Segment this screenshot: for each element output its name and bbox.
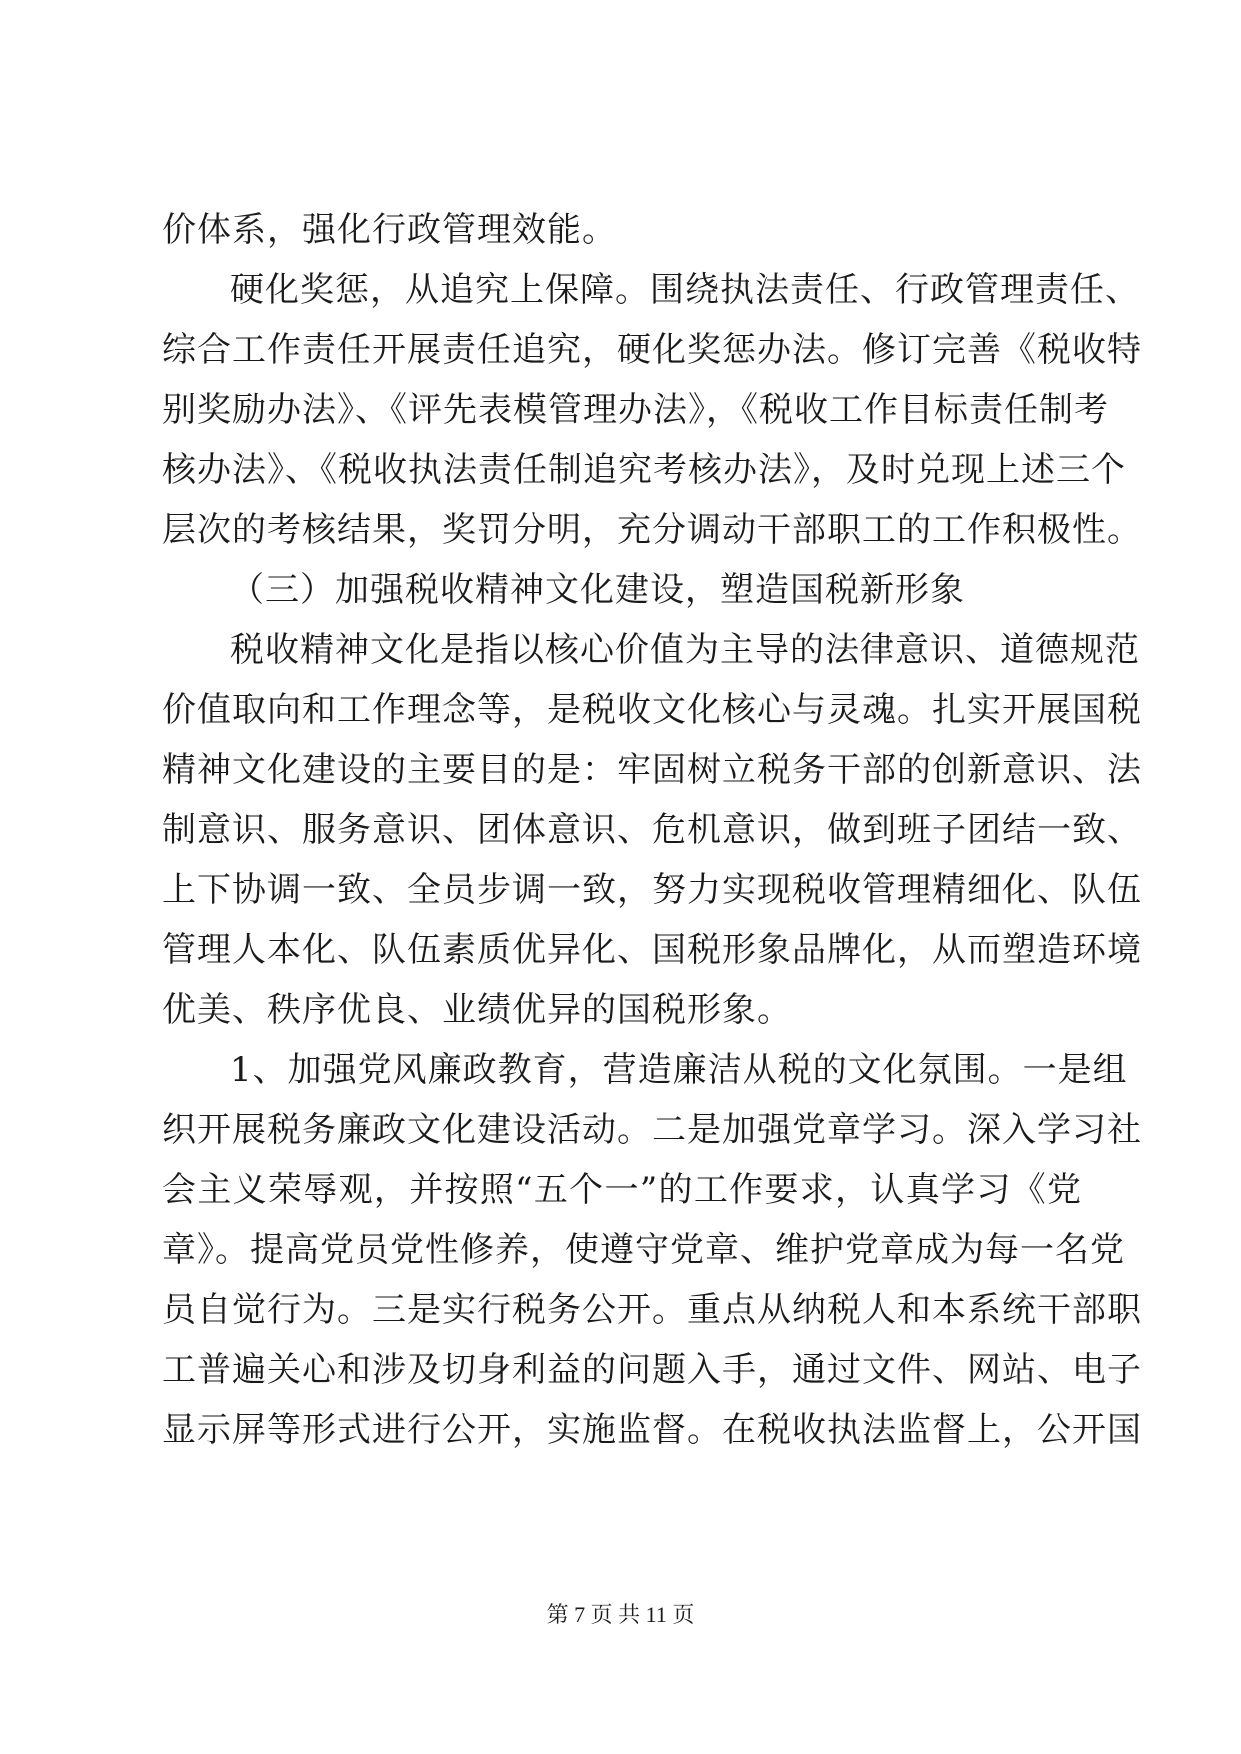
paragraph-line: 员自觉行为。三是实行税务公开。重点从纳税人和本系统干部职	[162, 1290, 1142, 1330]
paragraph-line: 会主义荣辱观，并按照“五个一”的工作要求，认真学习《党	[162, 1170, 1082, 1210]
section-heading: （三）加强税收精神文化建设，塑造国税新形象	[230, 570, 965, 610]
paragraph-line: 价值取向和工作理念等，是税收文化核心与灵魂。扎实开展国税	[162, 690, 1142, 730]
paragraph-line: 核办法》、《税收执法责任制追究考核办法》，及时兑现上述三个	[162, 450, 1126, 490]
paragraph-line: 显示屏等形式进行公开，实施监督。在税收执法监督上，公开国	[162, 1410, 1142, 1450]
paragraph-line: 管理人本化、队伍素质优异化、国税形象品牌化，从而塑造环境	[162, 930, 1142, 970]
paragraph-line: 综合工作责任开展责任追究，硬化奖惩办法。修订完善《税收特	[162, 330, 1142, 370]
paragraph-line: 别奖励办法》、《评先表模管理办法》，《税收工作目标责任制考	[162, 390, 1109, 430]
paragraph-line: 章》。提高党员党性修养，使遵守党章、维护党章成为每一名党	[162, 1230, 1125, 1270]
paragraph-line: 优美、秩序优良、业绩优异的国税形象。	[162, 990, 792, 1030]
paragraph-line: 织开展税务廉政文化建设活动。二是加强党章学习。深入学习社	[162, 1110, 1142, 1150]
paragraph-line: 工普遍关心和涉及切身利益的问题入手，通过文件、网站、电子	[162, 1350, 1142, 1390]
paragraph-line: 精神文化建设的主要目的是：牢固树立税务干部的创新意识、法	[162, 750, 1142, 790]
paragraph-line: 制意识、服务意识、团体意识、危机意识，做到班子团结一致、	[162, 810, 1142, 850]
paragraph-line: 上下协调一致、全员步调一致，努力实现税收管理精细化、队伍	[162, 870, 1142, 910]
paragraph-line: 硬化奖惩，从追究上保障。围绕执法责任、行政管理责任、	[230, 270, 1140, 310]
paragraph-line: 层次的考核结果，奖罚分明，充分调动干部职工的工作积极性。	[162, 510, 1142, 550]
page-number-footer: 第 7 页 共 11 页	[546, 1602, 695, 1627]
paragraph-line: 税收精神文化是指以核心价值为主导的法律意识、道德规范	[230, 630, 1140, 670]
paragraph-line: 1、加强党风廉政教育，营造廉洁从税的文化氛围。一是组	[230, 1050, 1128, 1090]
paragraph-line: 价体系，强化行政管理效能。	[162, 210, 617, 250]
